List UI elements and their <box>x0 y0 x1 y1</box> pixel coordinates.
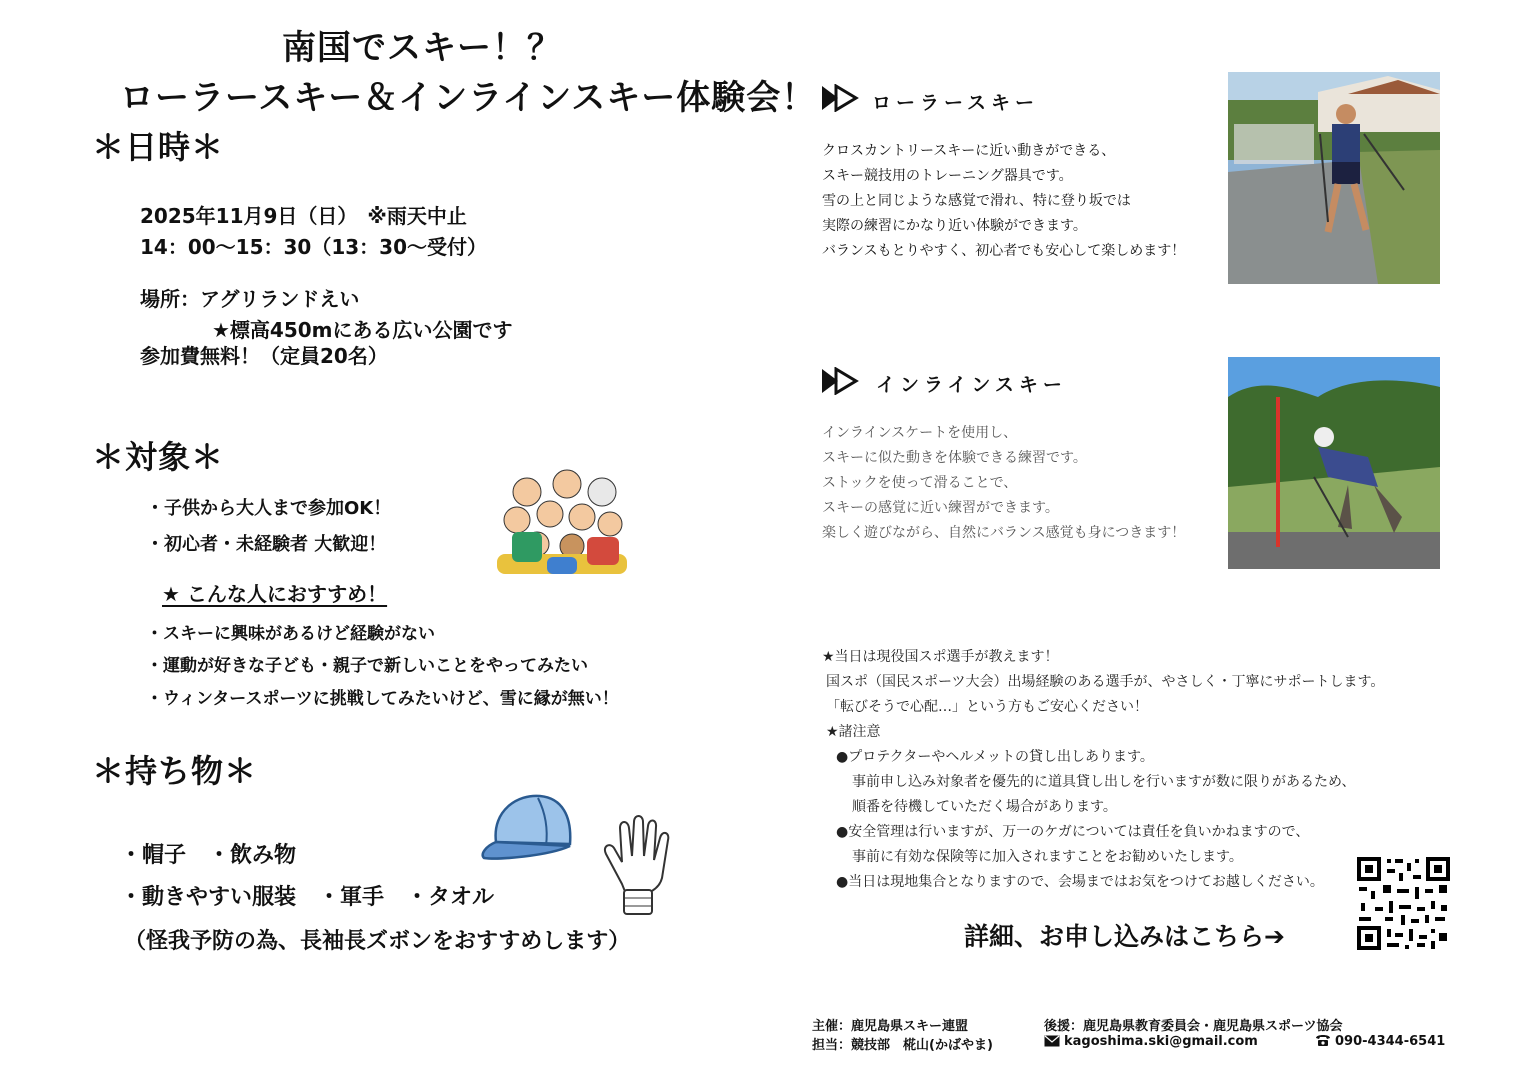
belongings-note: （怪我予防の為、長袖長ズボンをおすすめします） <box>124 929 631 954</box>
event-fee: 参加費無料！（定員20名） <box>140 344 388 368</box>
apply-link[interactable]: 詳細、お申し込みはこちら➔ <box>964 922 1285 951</box>
inline-description: インラインスケートを使用し、 スキーに似た動きを体験できる練習です。 ストックを使って滑ることで、 スキーの感覚に近い練習ができます。 楽しく遊びながら、自然にバランス感覚も身につきます！ <box>822 425 1186 541</box>
crowd-illustration <box>492 462 634 574</box>
roller-heading: ローラースキー <box>872 92 1040 114</box>
title-line1: 南国でスキー！？ <box>282 28 562 68</box>
glove-icon <box>592 814 674 918</box>
event-time: 14：00〜15：30（13：30〜受付） <box>140 235 487 259</box>
phone-contact[interactable]: 090-4344-6541 <box>1314 1034 1445 1051</box>
phone-icon <box>1314 1034 1332 1051</box>
belongings-heading: ＊持ち物＊ <box>92 752 258 790</box>
event-place: 場所：アグリランドえい <box>140 287 360 311</box>
datetime-heading: ＊日時＊ <box>92 128 225 166</box>
recommend-item: ・ウィンタースポーツに挑戦してみたいけど、雪に縁が無い！ <box>146 689 619 709</box>
belongings-line1: ・帽子 ・飲み物 <box>120 843 297 868</box>
organizer: 主催：鹿児島県スキー連盟 <box>812 1019 969 1034</box>
mail-icon <box>1044 1035 1060 1051</box>
support: 後援：鹿児島県教育委員会・鹿児島県スポーツ協会 <box>1044 1019 1343 1034</box>
place-note: ★標高450mにある広い公園です <box>212 318 513 342</box>
recommend-item: ・スキーに興味があるけど経験がない <box>146 624 435 644</box>
cap-icon <box>478 790 576 866</box>
play-arrow-icon <box>820 84 860 112</box>
belongings-line2: ・動きやすい服装 ・軍手 ・タオル <box>120 885 495 910</box>
roller-description: クロスカントリースキーに近い動きができる、 スキー競技用のトレーニング器具です。 雪の上と同じような感覚で滑れ、特に登り坂では 実際の練習にかなり近い体験ができます。 バランスもとりやすく、初心者でも安心して楽しめます！ <box>822 143 1186 259</box>
recommend-heading: ★ こんな人におすすめ！ <box>162 582 388 606</box>
recommend-item: ・運動が好きな子ども・親子で新しいことをやってみたい <box>146 656 588 676</box>
qr-code[interactable] <box>1355 855 1452 952</box>
notes: ★当日は現役国スポ選手が教えます！ 国スポ（国民スポーツ大会）出場経験のある選手が、やさしく・丁寧にサポートします。 「転びそうで心配…」という方もご安心ください！ ★諸注意 ●プロテクターやヘルメットの貸し出しあります。 事前申し込み対象者を優先的に道具貸し出しを行いますが数に限りがあるため、 順番を待機していただく場合があります。 ●安全管理は行いますが、万一のケガについては責任を負いかねますので、 事前に有効な保険等に加入されますことをお勧めいたします。 ●当日は現地集合となりますので、会場まではお気をつけてお越しください。 <box>822 649 1385 890</box>
target-item: ・子供から大人まで参加OK！ <box>146 498 392 519</box>
title-line2: ローラースキー＆インラインスキー体験会！ <box>120 78 817 118</box>
contact-person: 担当：競技部 椛山(かばやま) <box>812 1038 993 1053</box>
inline-heading: インラインスキー <box>876 374 1067 396</box>
play-arrow-icon <box>820 367 860 395</box>
target-heading: ＊対象＊ <box>92 438 225 476</box>
event-date: 2025年11月9日（日） ※雨天中止 <box>140 204 467 228</box>
roller-ski-photo <box>1228 72 1440 284</box>
email-contact[interactable]: kagoshima.ski@gmail.com <box>1044 1034 1258 1051</box>
target-item: ・初心者・未経験者 大歓迎！ <box>146 534 387 555</box>
inline-ski-photo <box>1228 357 1440 569</box>
